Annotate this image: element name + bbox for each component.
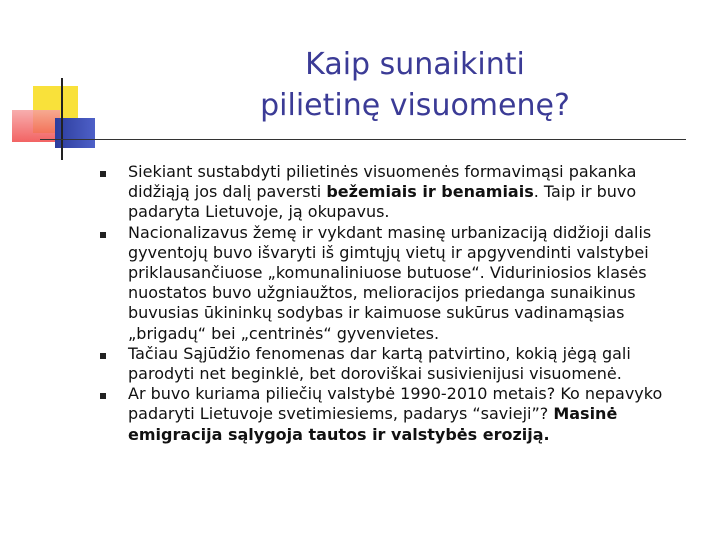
decor-vertical-line — [61, 78, 63, 160]
bullet-item-2 — [100, 223, 700, 344]
decor-red-square — [12, 110, 60, 142]
bullet-list — [100, 162, 700, 445]
bullet-3-text: Tačiau Sąjūdžio fenomenas dar kartą patvirtino, kokią jėgą gali parodyti net beginklė, bet doroviškai susivienijusi visuomenė. — [128, 343, 631, 384]
slide-title-line-1: Kaip sunaikinti — [305, 47, 525, 82]
bullet-item-1 — [100, 162, 700, 223]
bullet-1-text-after: . Taip ir buvo padaryta Lietuvoje, ją okupavus. — [128, 182, 637, 222]
square-bullet-icon — [100, 232, 106, 238]
bullet-1-bold: bežemiais ir benamiais — [326, 182, 534, 202]
bullet-item-3 — [100, 344, 700, 384]
bullet-4-text-before: Ar buvo kuriama piliečių valstybė 1990-2010 metais? Ko nepavyko padaryti Lietuvoje svetimiesiems, padarys “savieji”? — [128, 384, 663, 424]
square-bullet-icon — [100, 171, 106, 177]
slide-title-line-2: pilietinę visuomenę? — [260, 88, 570, 123]
bullet-1-text-before: Siekiant sustabdyti pilietinės visuomenės formavimąsi pakanka didžiąją jos dalį paversti — [128, 162, 637, 202]
title-divider — [40, 139, 686, 140]
bullet-item-4 — [100, 384, 700, 445]
bullet-4-bold: Masinė emigracija sąlygoja tautos ir valstybės eroziją. — [128, 404, 618, 444]
slide-title — [180, 44, 650, 126]
square-bullet-icon — [100, 393, 106, 399]
square-bullet-icon — [100, 353, 106, 359]
bullet-2-text: Nacionalizavus žemę ir vykdant masinę urbanizaciją didžioji dalis gyventojų buvo išvaryti iš gimtųjų vietų ir apgyvendinti valstybei priklausančiuose „komunaliniuose butuose“. Viduriniosios klasės nuostatos buvo užgniaužtos, melioracijos priedanga sunaikinus buvusias ūkininkų sodybas ir kaimuose sukūrus vadinamąsias „brigadų“ bei „centrinės“ gyvenvietes. — [128, 222, 652, 343]
